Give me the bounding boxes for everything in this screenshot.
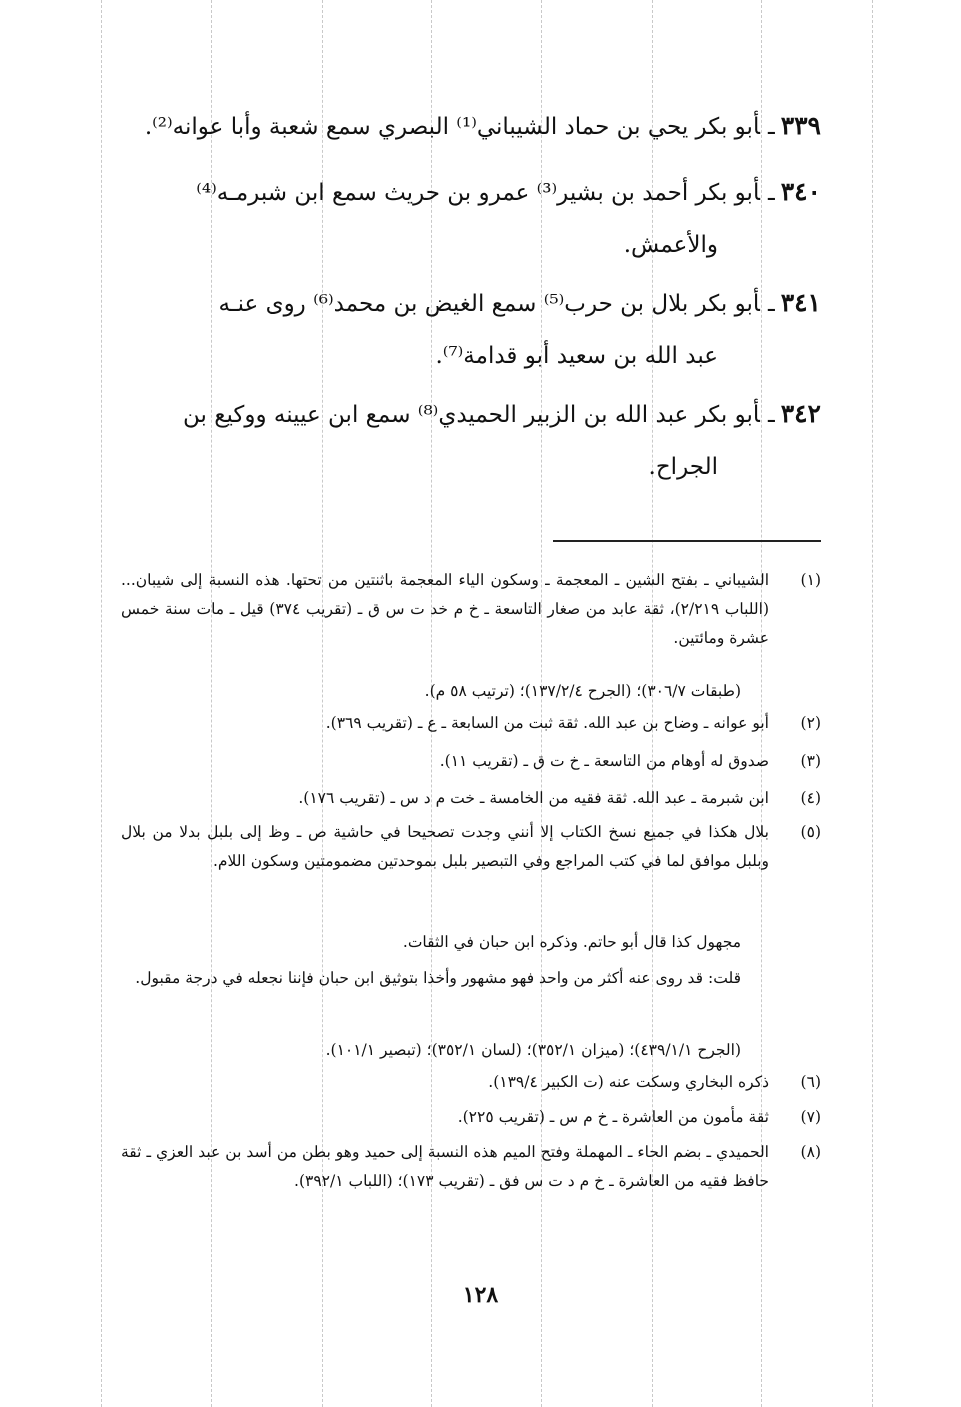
footnote-text: الحميدي ـ بضم الحاء ـ المهملة وفتح الميم هذه النسبة إلى حميد وهو بطن من أسد بن عبد العزي ـ ثقة حافظ فقيه من العاشرة ـ خ م د ت س فق ـ (تقريب ١٧٣)؛ (اللباب ٣٩٢/١). (121, 1143, 769, 1190)
entry-number: ٣٤١ (780, 288, 821, 317)
footnote-number: (٦) (800, 1073, 821, 1091)
footnote-2 (121, 709, 821, 738)
footnote-5 (121, 818, 821, 876)
entry-number: ٣٤٠ (780, 177, 821, 206)
entry-continuation: الجراح. (648, 454, 718, 480)
footnote-number: (٥) (800, 823, 821, 841)
footnote-8 (121, 1138, 821, 1196)
footnote-text: مجهول كذا قال أبو حاتم. وذكره ابن حبان في الثقات. (402, 933, 741, 951)
footnote-number: (٣) (800, 752, 821, 770)
entry-dash: ـ (767, 180, 775, 206)
footnote-6 (121, 1068, 821, 1097)
footnote-text: بلال هكذا في جميع نسخ الكتاب إلا أنني وجدت تصحيحا في حاشية ص ـ وظ إلى بلبل بدلا من بلال وبلبل موافق لما في كتب المراجع وفي التبصير بلبل بموحدتين مضمومتين وسكون اللام. (121, 823, 769, 870)
footnote-text: ابن شبرمة ـ عبد الله. ثقة فقيه من الخامسة ـ خت م د س ـ (تقريب ١٧٦). (298, 789, 769, 807)
footnote-number: (٤) (800, 789, 821, 807)
footnote-3 (121, 747, 821, 776)
entry-342 (121, 388, 821, 493)
entry-text: أبو بكر عبد الله بن الزبير الحميدي⁽⁸⁾ سمع ابن عيينه ووكيع بن (182, 402, 760, 428)
entry-339 (121, 100, 821, 153)
entry-continuation: عبد الله بن سعيد أبو قدامة⁽⁷⁾. (435, 343, 718, 369)
footnote-separator (553, 540, 821, 542)
footnote-number: (٧) (800, 1108, 821, 1126)
entry-continuation: والأعمش. (623, 232, 718, 258)
footnote-number: (٨) (800, 1143, 821, 1161)
footnote-text: صدوق له أوهام من التاسعة ـ خ ت ق ـ (تقريب ١١). (439, 752, 769, 770)
footnote-text: (طبقات ٣٠٦/٧)؛ (الجرح ١٣٧/٢/٤)؛ (ترتيب ٥٨ م). (424, 682, 741, 700)
footnote-7 (121, 1103, 821, 1132)
page-number: ١٢٨ (462, 1282, 499, 1308)
footnote-1 (121, 566, 821, 653)
entry-number: ٣٣٩ (780, 111, 821, 140)
footnote-5-comment (121, 964, 821, 993)
entry-text: أبو بكر يحي بن حماد الشيباني⁽¹⁾ البصري سمع شعبة وأبا عوانه⁽²⁾. (144, 114, 760, 140)
entry-text: أبو بكر أحمد بن بشير⁽³⁾ عمرو بن حريث سمع ابن شبرمـه⁽⁴⁾ (196, 180, 760, 206)
footnote-text: أبو عوانه ـ وضاح بن عبد الله. ثقة ثبت من السابعة ـ ع ـ (تقريب ٣٦٩). (325, 714, 769, 732)
footnote-4 (121, 784, 821, 813)
footnote-5-references (121, 1036, 821, 1065)
footnote-text: قلت: قد روى عنه أكثر من واحد فهو مشهور وأخذا بتوثيق ابن حبان فإننا نجعله في درجة مقبول. (135, 969, 741, 987)
footnote-1-references (121, 677, 821, 706)
entry-dash: ـ (767, 114, 775, 140)
entry-text: أبو بكر بلال بن حرب⁽⁵⁾ سمع الغيض بن محمد⁽⁶⁾ روى عنـه (218, 291, 760, 317)
entry-number: ٣٤٢ (780, 399, 821, 428)
footnote-number: (٢) (800, 714, 821, 732)
entry-dash: ـ (767, 402, 775, 428)
footnote-text: ذكره البخاري وسكت عنه (ت الكبير ١٣٩/٤). (488, 1073, 769, 1091)
entry-dash: ـ (767, 291, 775, 317)
footnote-5-note (121, 928, 821, 957)
footnote-text: (الجرح ٤٣٩/١/١)؛ (ميزان ٣٥٢/١)؛ (لسان ٣٥٢/١)؛ (تبصير ١٠١/١). (325, 1041, 741, 1059)
footnote-text: الشيباني ـ بفتح الشين ـ المعجمة ـ وسكون الياء المعجمة باثنتين من تحتها. هذه النسبة إلى شيبان... (اللباب ٢/٢١٩)، ثقة عابد من صغار التاسعة ـ خ م خد ت س ق ـ (تقريب ٣٧٤) قيل ـ مات سنة خمس عشرة ومائتين. (121, 571, 769, 647)
entry-341 (121, 277, 821, 382)
footnote-text: ثقة مأمون من العاشرة ـ خ م س ـ (تقريب ٢٢٥). (457, 1108, 769, 1126)
entry-340 (121, 166, 821, 271)
footnote-number: (١) (800, 571, 821, 589)
